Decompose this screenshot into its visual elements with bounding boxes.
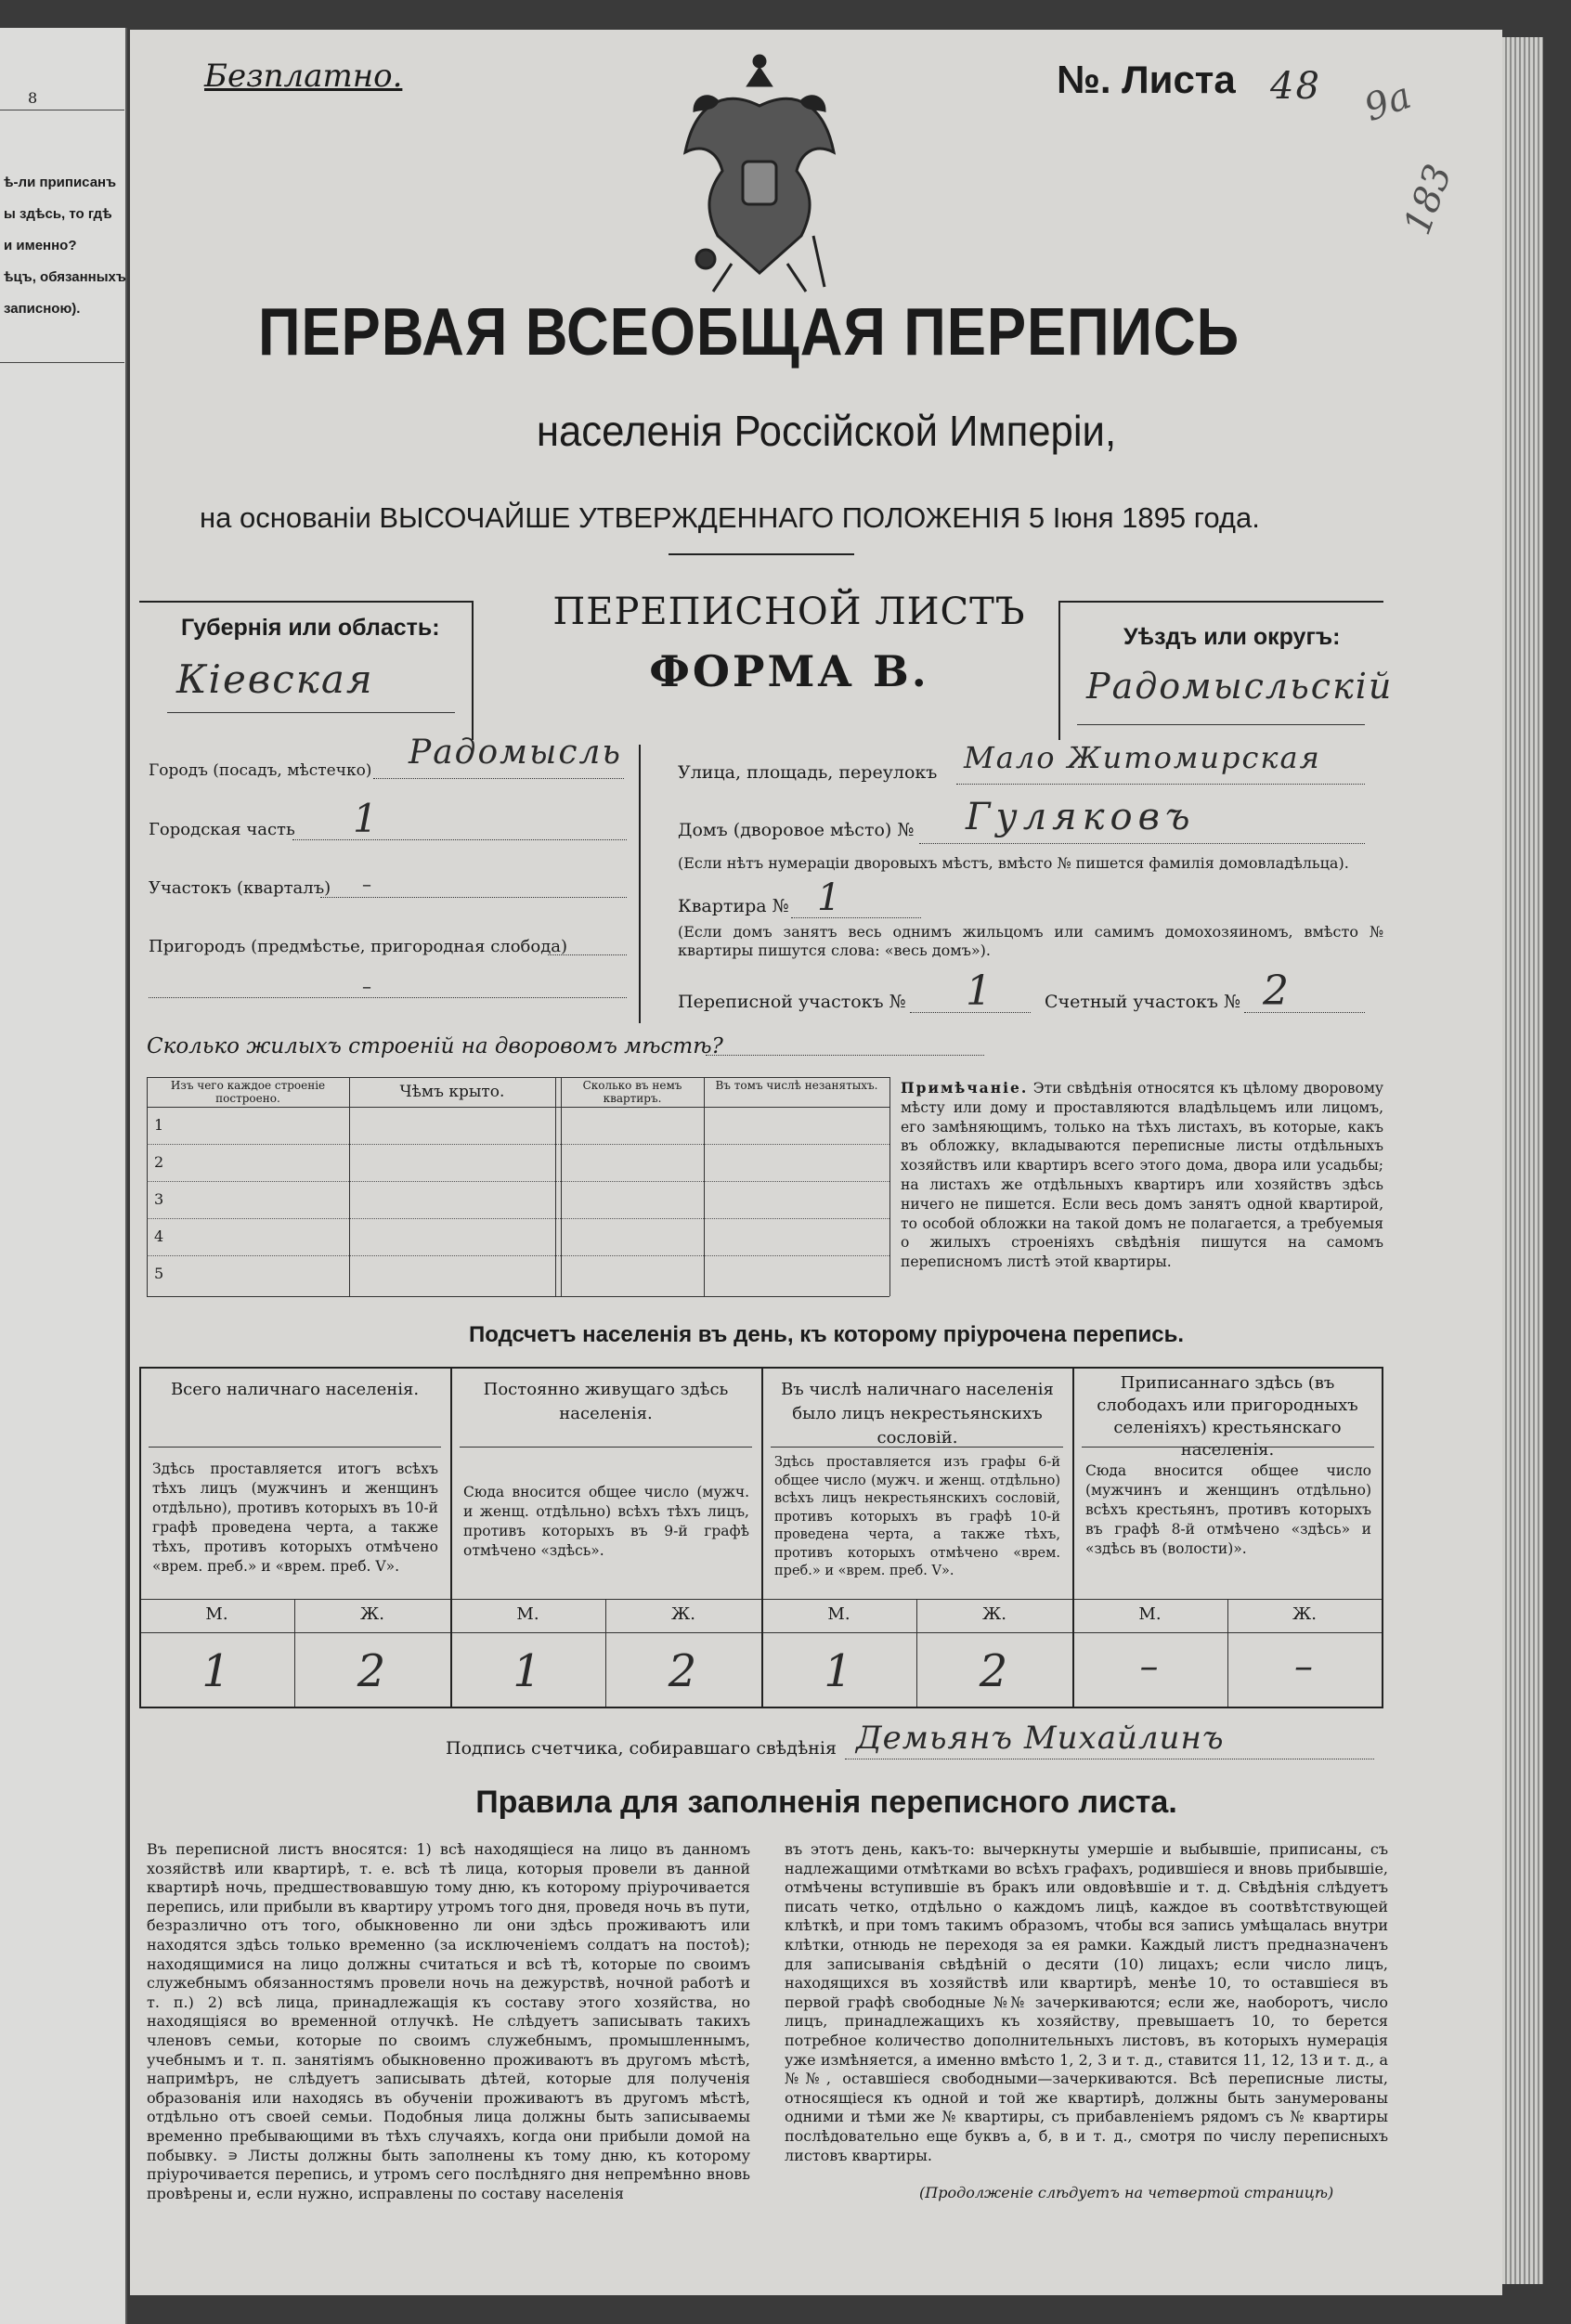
grid-line <box>555 1077 556 1296</box>
fill-line <box>149 997 627 998</box>
column-header: Въ томъ числѣ незанятыхъ. <box>715 1079 878 1092</box>
tally-column-text: Здѣсь проставляется изъ графы 6-й общее число (мужч. и женщ. отдѣльно) всѣхъ лицъ некрестьянскихъ сословій, противъ которыхъ въ графѣ 10-й проведена черта, а также тѣхъ, противъ которыхъ отмѣчено «врем. преб.» и «врем. преб. V». <box>774 1455 1060 1578</box>
signature-label: Подпись счетчика, собиравшаго свѣдѣнія <box>446 1738 837 1759</box>
suburb-value: – <box>362 975 371 997</box>
female-header: Ж. <box>671 1604 695 1624</box>
female-count: 2 <box>979 1645 1010 1697</box>
fill-line <box>292 839 627 840</box>
district-value: Радомысльскiй <box>1086 666 1394 707</box>
census-sheet <box>130 30 1502 2295</box>
section-label: Участокъ (кварталъ) <box>149 878 331 898</box>
box-line <box>1058 601 1383 603</box>
female-header: Ж. <box>360 1604 384 1624</box>
fill-line <box>706 1055 984 1056</box>
apartment-label: Квартира № <box>678 896 789 916</box>
box-line <box>167 712 455 713</box>
fill-line <box>791 917 921 918</box>
tally-column-header: Приписаннаго здѣсь (въ слободахъ или пригородныхъ селеніяхъ) крестьянскаго населенія. <box>1097 1373 1358 1460</box>
row-number: 3 <box>154 1190 164 1208</box>
rules-right-column: въ этотъ день, какъ-то: вычеркнуты умершіе и выбывшіе, приписаны, съ надлежащими отмѣтками во всѣхъ графахъ, родившіеся и вновь прибывшіе, отмѣчены вступившіе въ бракъ или овдовѣвшіе и т. д. Свѣдѣнія слѣдуетъ писать четко, отдѣльно о каждомъ лицѣ, каждое въ соотвѣтствующей клѣткѣ, и при томъ такимъ образомъ, чтобы вся запись умѣщалась внутри клѣтки, отнюдь не переходя за ея рамки. Каждый листъ предназначенъ для записыванія свѣдѣній о десяти (10) лицахъ; если число лицъ, находящихся въ хозяйствѣ или квартирѣ, менѣе 10, то оставшіеся въ первой графѣ свободные №№ зачеркиваются; если же, наоборотъ, число лицъ, принадлежащихъ къ хозяйству, превышаетъ 10, то берется потребное количество дополнительныхъ листовъ, въ которыхъ нумерація уже измѣняется, а именно вмѣсто 1, 2, 3 и т. д., ставится 11, 12, 13 и т. д., а №№, оставшіеся свободными—зачеркиваются. Всѣ переписные листы, относящіеся къ одной и той же квартирѣ, должны быть занумерованы одними и тѣми же № квартиры, съ прибавленіемъ рядомъ съ № квартиры послѣдовательно еще буквъ а, б, в и т. д., смотря по числу переписныхъ листовъ квартиры. <box>785 1840 1388 2164</box>
male-count: 1 <box>513 1645 543 1697</box>
grid-line <box>889 1077 890 1296</box>
continued-note: (Продолженіе слѣдуетъ на четвертой страницѣ) <box>919 2184 1334 2201</box>
male-header: М. <box>1138 1604 1162 1624</box>
male-header: М. <box>827 1604 850 1624</box>
census-area-value: 1 <box>966 967 993 1015</box>
section-value: – <box>362 873 371 895</box>
box-line <box>472 601 474 740</box>
male-header: М. <box>516 1604 539 1624</box>
left-page-text: ѣ-ли приписанъ <box>4 175 117 190</box>
left-page-text: ѣцъ, обязанныхъ <box>4 269 126 285</box>
grid-line <box>147 1181 889 1182</box>
fill-line <box>373 778 624 779</box>
count-area-value: 2 <box>1263 967 1291 1015</box>
tally-column-header: Всего наличнаго населенія. <box>170 1380 420 1399</box>
box-line <box>139 601 474 603</box>
sheet-number-label: №. Листа <box>1057 58 1236 101</box>
city-part-label: Городская часть <box>149 820 295 839</box>
enumerator-signature: Демьянъ Михайлинъ <box>856 1720 1225 1757</box>
note-heading: Примѣчаніе. <box>901 1079 1029 1097</box>
tally-column-header: Въ числѣ наличнаго населенія было лицъ некрестьянскихъ сословій. <box>781 1380 1054 1448</box>
left-page-number: 8 <box>28 89 38 107</box>
apartment-note: (Если домъ занятъ весь однимъ жильцомъ или самимъ домохозяиномъ, вмѣсто № квартиры пишутся слова: «весь домъ»). <box>678 923 1383 959</box>
city-label: Городъ (посадъ, мѣстечко) <box>149 761 372 780</box>
male-count: 1 <box>201 1645 232 1697</box>
grid-line <box>147 1144 889 1145</box>
row-number: 2 <box>154 1153 164 1171</box>
grid-line <box>147 1107 889 1108</box>
box-line <box>1058 601 1060 740</box>
female-count: 2 <box>668 1645 699 1697</box>
form-code: ФОРМА В. <box>649 646 929 696</box>
tally-title: Подсчетъ населенія въ день, къ которому пріурочена перепись. <box>469 1322 1184 1347</box>
note-block <box>901 1079 1383 1272</box>
grid-line <box>147 1077 889 1078</box>
fill-line <box>956 784 1365 785</box>
rules-left-column: Въ переписной листъ вносятся: 1) всѣ находящіеся на лицо въ данномъ хозяйствѣ или квартирѣ, т. е. всѣ тѣ лица, которыя провели въ данной квартирѣ ночь, предшествовавшую тому дню, къ которому пріурочивается перепись, или прибыли въ квартиру утромъ того дня, проведя ночь въ пути, безразлично отъ того, обыкновенно ли они здѣсь проживаютъ или находятся здѣсь только временно (за исключеніемъ солдатъ на постоѣ); находящимися на лицо должны считаться и всѣ тѣ, которые по своимъ служебнымъ обязанностямъ провели ночь на дежурствѣ, ночной работѣ и т. п.) 2) всѣ лица, принадлежащія къ составу этого хозяйства, но находящіяся во временной отлучкѣ. Не слѣдуетъ записывать такихъ членовъ семьи, которые по своимъ служебнымъ, промышленнымъ, учебнымъ и т. п. занятіямъ обыкновенно проживаютъ въ другомъ мѣстѣ, напримѣръ, не слѣдуетъ записывать дѣтей, которые для полученія образованія или находясь въ обученіи проживаютъ въ другомъ мѣстѣ, отдѣльно отъ своей семьи. Подобныя лица должны быть записываемы временно пребывающими въ тѣхъ случаяхъ, когда они прибыли домой на побывку. ∍ Листы должны быть заполнены къ тому дню, къ которому пріурочивается перепись, и утромъ сего послѣдняго дня непремѣнно вновь провѣрены и, если нужно, исправлены по составу населенія <box>147 1840 750 2202</box>
count-area-label: Счетный участокъ № <box>1045 992 1240 1012</box>
column-header: Сколько въ немъ квартиръ. <box>582 1079 682 1105</box>
male-count: 1 <box>824 1645 854 1697</box>
fill-line <box>320 897 627 898</box>
grid-line <box>147 1218 889 1219</box>
left-page-text: записною). <box>4 301 81 317</box>
rules-title: Правила для заполненія переписного листа. <box>475 1785 1177 1820</box>
female-header: Ж. <box>1292 1604 1317 1624</box>
grid-line <box>147 1077 148 1296</box>
city-part-value: 1 <box>353 796 380 841</box>
row-number: 4 <box>154 1227 164 1245</box>
divider <box>0 362 124 363</box>
buildings-question: Сколько жилыхъ строеній на дворовомъ мѣстѣ? <box>147 1034 723 1058</box>
page-subtitle: населенія Россійской Имперіи, <box>536 407 1117 455</box>
left-page-fragment <box>0 28 127 2324</box>
sheet-number-value: 48 <box>1270 65 1321 108</box>
house-value: Гуляковъ <box>966 796 1196 838</box>
double-headed-eagle-icon <box>667 50 852 301</box>
left-page-text: и именно? <box>4 238 77 253</box>
street-label: Улица, площадь, переулокъ <box>678 762 938 783</box>
fill-line <box>910 1012 1031 1013</box>
grid-line <box>771 1447 1063 1448</box>
house-note: (Если нѣтъ нумераціи дворовыхъ мѣстъ, вмѣсто № пишется фамилія домовладѣльца). <box>678 854 1349 872</box>
box-line <box>639 745 641 1023</box>
form-title: ПЕРЕПИСНОЙ ЛИСТЪ <box>552 591 1026 633</box>
grid-line <box>1082 1447 1374 1448</box>
tally-table <box>139 1367 1383 1708</box>
fill-line <box>548 954 627 955</box>
apartment-value: 1 <box>817 876 843 919</box>
province-value: Кiевская <box>176 656 374 702</box>
female-count: – <box>1294 1645 1315 1688</box>
census-area-label: Переписной участокъ № <box>678 992 906 1012</box>
house-label: Домъ (дворовое мѣсто) № <box>678 820 915 840</box>
male-header: М. <box>205 1604 228 1624</box>
buildings-table <box>147 1077 889 1298</box>
district-label: Уѣздъ или округъ: <box>1123 624 1341 650</box>
street-value: Мало Житомирская <box>964 740 1321 775</box>
suburb-label: Пригородъ (предмѣстье, пригородная слобода) <box>149 937 568 956</box>
left-page-text: ы здѣсь, то гдѣ <box>4 206 112 222</box>
male-count: – <box>1139 1645 1161 1688</box>
tally-column-text: Сюда вносится общее число (мужчинъ и женщинъ отдѣльно) всѣхъ крестьянъ, противъ которыхъ въ графѣ 8-й отмѣчено «здѣсь» и «здѣсь въ (волости)». <box>1085 1462 1371 1557</box>
grid-line <box>147 1296 889 1297</box>
column-header: Изъ чего каждое строеніе построено. <box>170 1079 326 1105</box>
tally-column-header: Постоянно живущаго здѣсь населенія. <box>483 1380 729 1423</box>
female-count: 2 <box>357 1645 388 1697</box>
grid-line <box>460 1447 752 1448</box>
pencil-note: 9а <box>1358 73 1417 131</box>
grid-line <box>349 1077 350 1296</box>
note-text: Эти свѣдѣнія относятся къ цѣлому дворовому мѣсту или дому и проставляются владѣльцемъ или лицомъ, его замѣняющимъ, только на тѣхъ листахъ, въ которые, какъ въ обложку, вкладываются переписные листы отдѣльныхъ хозяйствъ или квартиръ всего этого дома, двора или усадьбы; на листахъ же отдѣльныхъ квартиръ или хозяйствъ здѣсь ничего не пишется. Если весь домъ занятъ одной квартирой, то особой обложки на такой домъ не полагается, а требуемыя о жилыхъ строеніяхъ свѣдѣнія пишутся на самомъ переписномъ листѣ этой квартиры. <box>901 1080 1384 1271</box>
grid-line <box>704 1077 705 1296</box>
free-label: Безплатно. <box>204 58 403 95</box>
female-header: Ж. <box>982 1604 1006 1624</box>
fill-line <box>919 843 1365 844</box>
tally-column-text: Сюда вносится общее число (мужч. и женщ. отдѣльно) всѣхъ тѣхъ лицъ, противъ которыхъ въ 9-й графѣ отмѣчено «здѣсь». <box>463 1484 749 1559</box>
column-header: Чѣмъ крыто. <box>399 1083 505 1101</box>
fill-line <box>1244 1012 1365 1013</box>
legal-basis: на основаніи ВЫСОЧАЙШЕ УТВЕРЖДЕННАГО ПОЛОЖЕНІЯ 5 Іюня 1895 года. <box>200 501 1260 534</box>
grid-line <box>1382 1367 1383 1708</box>
box-line <box>1077 724 1365 725</box>
grid-line <box>149 1447 441 1448</box>
page-title: ПЕРВАЯ ВСЕОБЩАЯ ПЕРЕПИСЬ <box>258 295 1240 370</box>
page-edges <box>1502 37 1543 2284</box>
row-number: 5 <box>154 1265 164 1282</box>
row-number: 1 <box>154 1116 164 1134</box>
pencil-note: 183 <box>1396 159 1461 240</box>
city-value: Радомысль <box>409 734 623 772</box>
divider <box>669 553 854 555</box>
grid-line <box>561 1077 562 1296</box>
tally-column-text: Здѣсь проставляется итогъ всѣхъ тѣхъ лицъ (мужчинъ и женщинъ отдѣльно), противъ которыхъ въ 10-й графѣ проведена черта, а также тѣхъ, противъ которыхъ отмѣчено «врем. преб.» и «врем. преб. V». <box>152 1461 438 1575</box>
grid-line <box>147 1255 889 1256</box>
province-label: Губернія или область: <box>181 615 440 641</box>
